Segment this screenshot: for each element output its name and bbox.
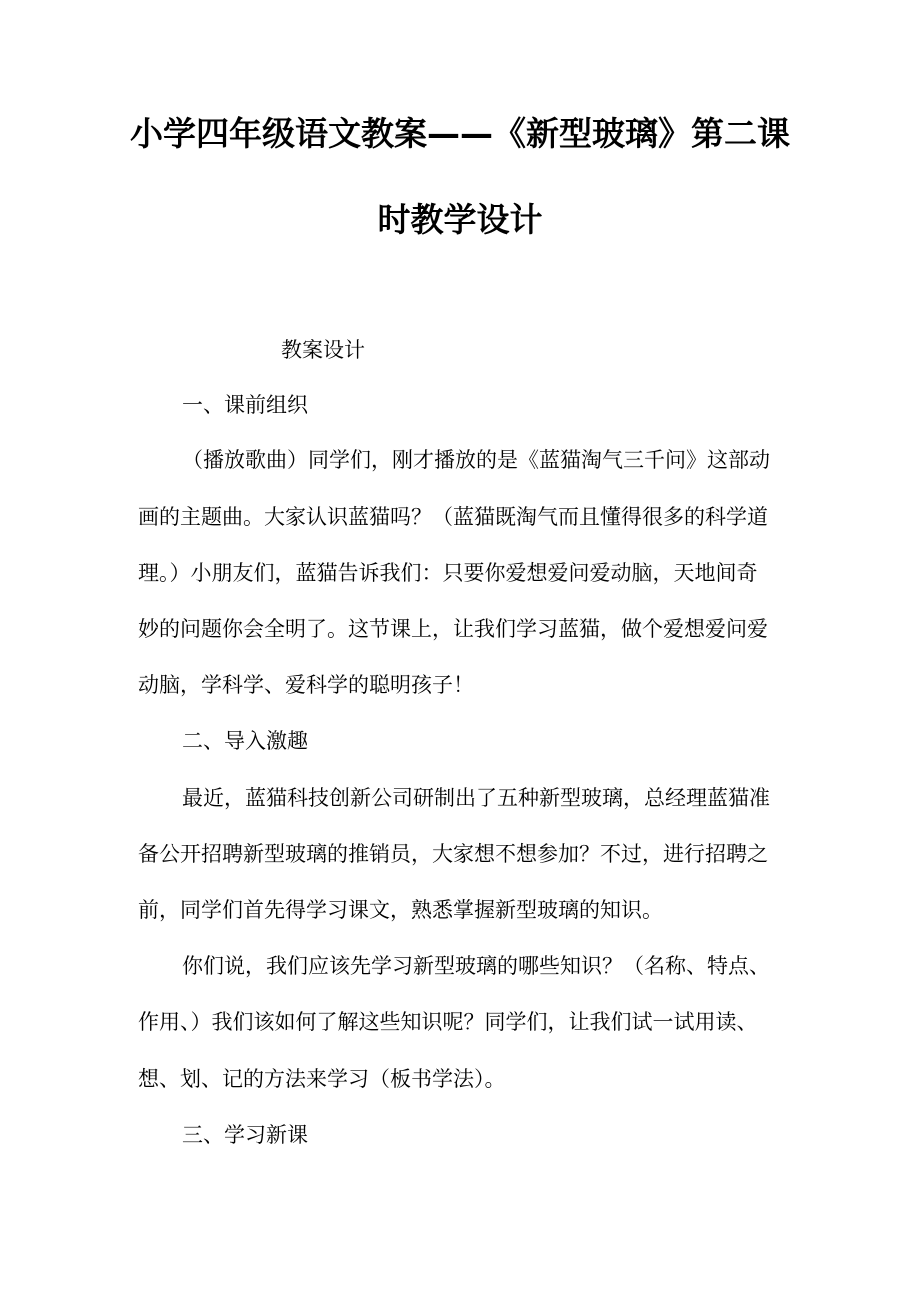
document-title-line-1: 小学四年级语文教案——《新型玻璃》第二课 <box>130 114 790 153</box>
paragraph-line: 备公开招聘新型玻璃的推销员，大家想不想参加？不过，进行招聘之 <box>138 842 768 866</box>
paragraph-line: 理。）小朋友们，蓝猫告诉我们：只要你爱想爱问爱动脑，天地间奇 <box>138 561 758 585</box>
paragraph-line: 动脑，学科学、爱科学的聪明孩子！ <box>138 673 474 697</box>
document-title-line-2: 时教学设计 <box>377 200 543 239</box>
section-heading-3: 三、学习新课 <box>182 1123 308 1147</box>
paragraph-line: 想、划、记的方法来学习（板书学法）。 <box>138 1067 506 1091</box>
paragraph-line: 前，同学们首先得学习课文，熟悉掌握新型玻璃的知识。 <box>138 898 663 922</box>
paragraph-line: 画的主题曲。大家认识蓝猫吗？（蓝猫既淘气而且懂得很多的科学道 <box>138 505 768 529</box>
paragraph-line: 作用、）我们该如何了解这些知识呢？同学们，让我们试一试用读、 <box>138 1010 758 1034</box>
paragraph-line: （播放歌曲）同学们，刚才播放的是《蓝猫淘气三千问》这部动 <box>182 448 770 472</box>
paragraph-line: 最近，蓝猫科技创新公司研制出了五种新型玻璃，总经理蓝猫准 <box>182 786 770 810</box>
paragraph-line: 妙的问题你会全明了。这节课上，让我们学习蓝猫，做个爱想爱问爱 <box>138 617 768 641</box>
section-heading-1: 一、课前组织 <box>182 393 308 417</box>
section-heading-2: 二、导入激趣 <box>182 729 308 753</box>
paragraph-line: 你们说，我们应该先学习新型玻璃的哪些知识？（名称、特点、 <box>182 954 770 978</box>
section-subheading: 教案设计 <box>281 338 365 362</box>
